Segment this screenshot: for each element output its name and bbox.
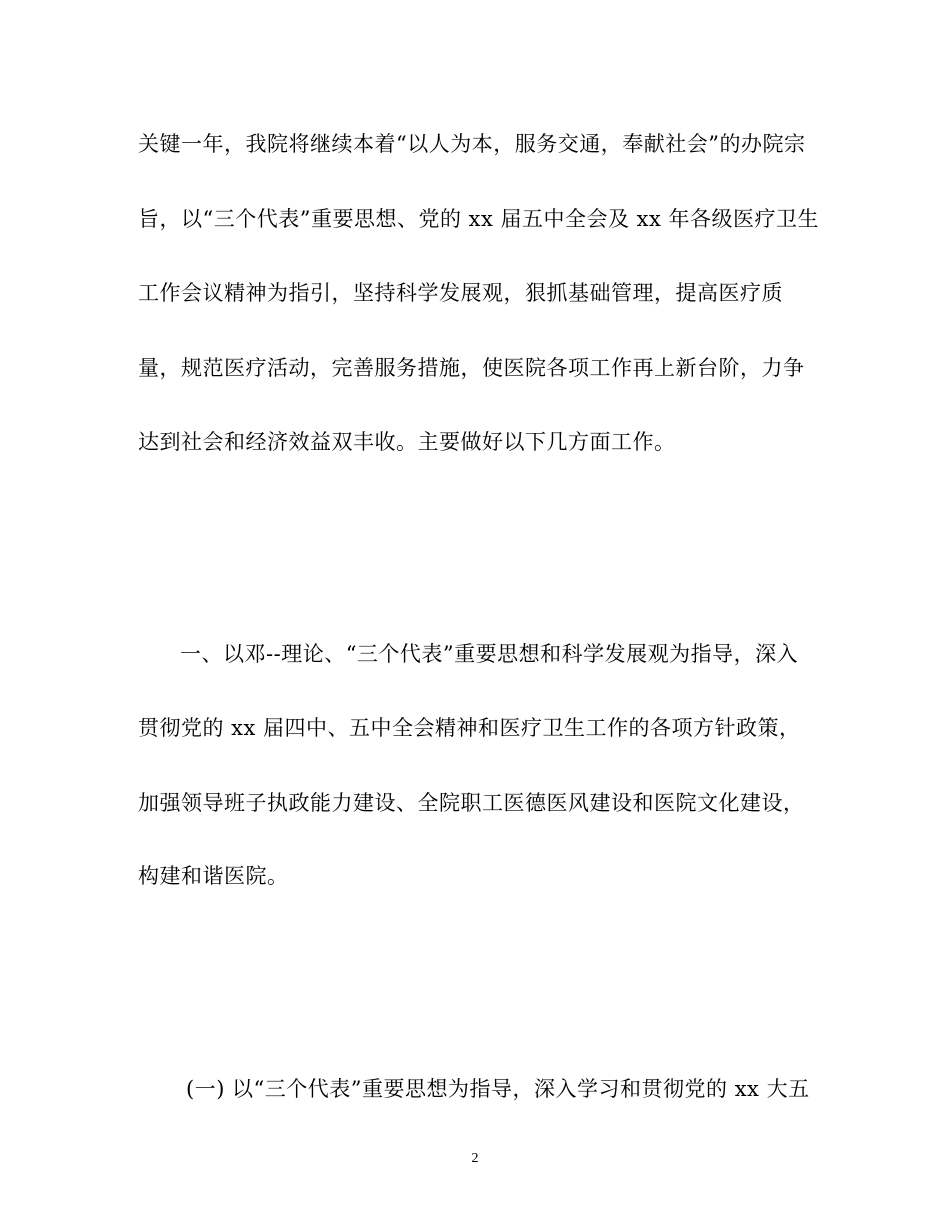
text-line: 量，规范医疗活动，完善服务措施，使医院各项工作再上新台阶，力争 [138,356,805,380]
text-line: 一、以邓--理论、“三个代表”重要思想和科学发展观为指导，深入 [180,642,799,666]
text-line: 贯彻党的 xx 届四中、五中全会精神和医疗卫生工作的各项方针政策， [138,716,801,740]
text-line: 加强领导班子执政能力建设、全院职工医德医风建设和医院文化建设， [138,791,805,815]
text-line: 旨，以“三个代表”重要思想、党的 xx 届五中全会及 xx 年各级医疗卫生 [138,207,820,231]
text-line: (一) 以“三个代表”重要思想为指导，深入学习和贯彻党的 xx 大五 [186,1077,810,1101]
page-number: 2 [471,1151,479,1166]
text-line: 构建和谐医院。 [138,864,289,888]
text-line: 工作会议精神为指引，坚持科学发展观，狠抓基础管理，提高医疗质 [138,281,783,305]
text-line: 关键一年，我院将继续本着“以人为本，服务交通，奉献社会”的办院宗 [138,132,806,156]
text-line: 达到社会和经济效益双丰收。主要做好以下几方面工作。 [138,430,676,454]
